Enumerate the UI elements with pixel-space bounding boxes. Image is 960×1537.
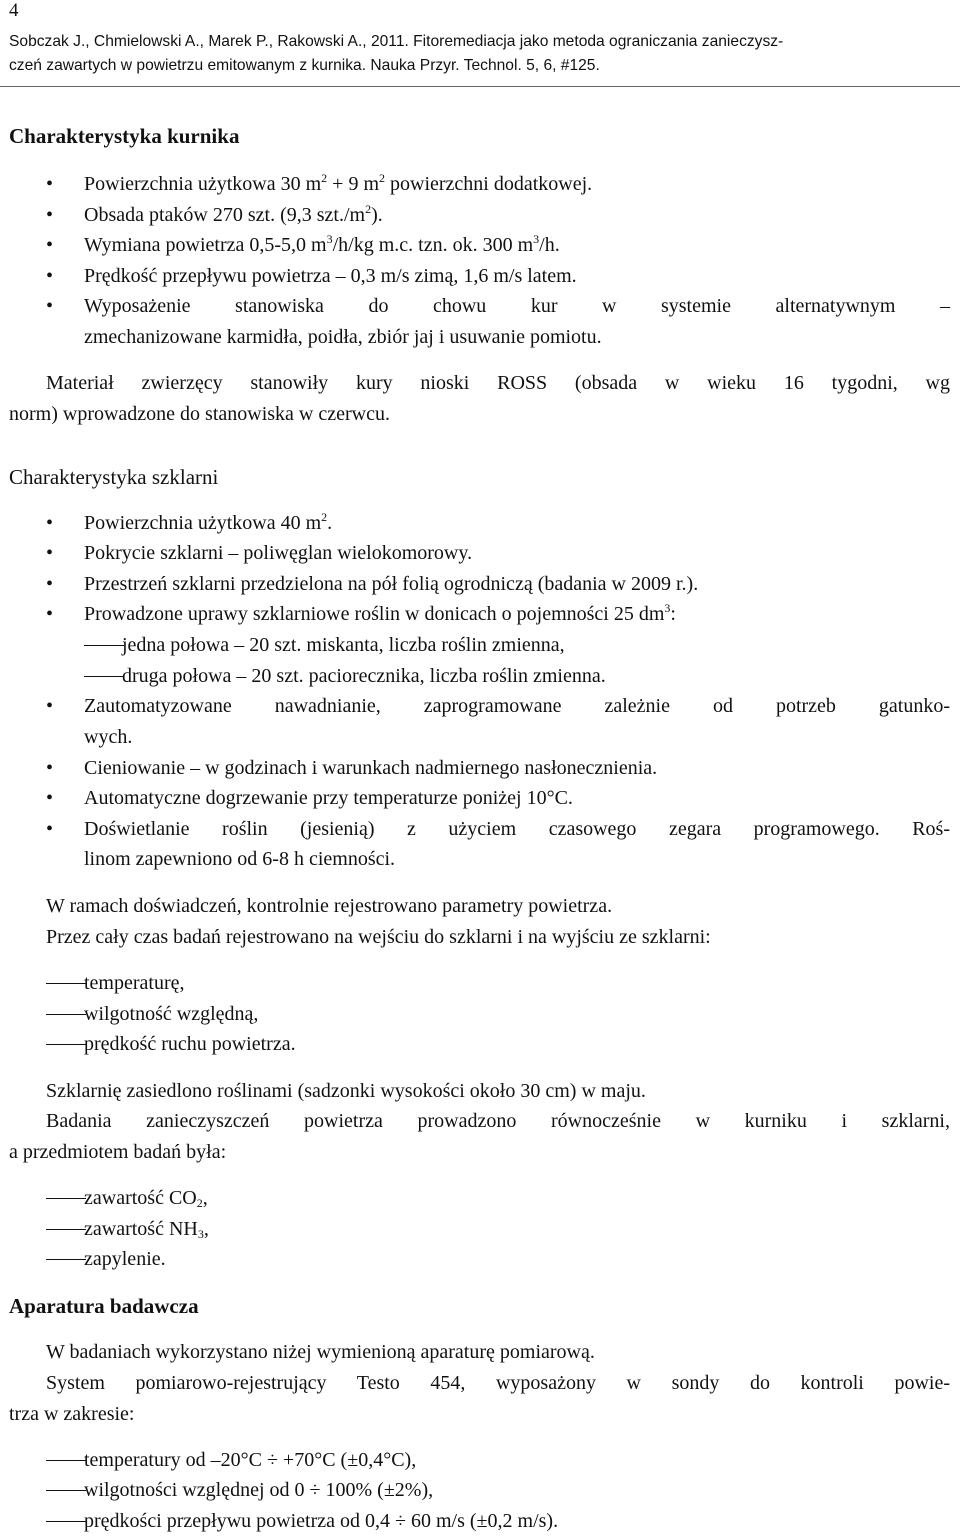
apparatus-line-3: trza w zakresie: xyxy=(9,1403,135,1425)
kurnik-item-4: Prędkość przepływu powietrza – 0,3 m/s zimą, 1,6 m/s latem. xyxy=(84,265,577,287)
header-rule xyxy=(0,86,960,87)
dash-icon xyxy=(46,983,86,984)
bullet-icon: • xyxy=(46,234,54,256)
dash-icon xyxy=(46,1490,86,1491)
heading-kurnik: Charakterystyka kurnika xyxy=(9,124,240,148)
bullet-icon: • xyxy=(46,173,54,195)
szklarnia-item-3: Przestrzeń szklarni przedzielona na pół folią ogrodniczą (badania w 2009 r.). xyxy=(84,573,699,595)
apparatus-item-1: temperatury od –20°C ÷ +70°C (±0,4°C), xyxy=(84,1449,417,1471)
kurnik-item-5-line-1: Wyposażenie stanowiska do chowu kur w systemie alternatywnym – xyxy=(84,295,950,317)
pollutant-dust: zapylenie. xyxy=(84,1248,166,1270)
heading-szklarnia: Charakterystyka szklarni xyxy=(9,465,219,489)
bullet-icon: • xyxy=(46,265,54,287)
apparatus-item-3: prędkości przepływu powietrza od 0,4 ÷ 60 m/s (±0,2 m/s). xyxy=(84,1510,559,1532)
kurnik-item-2: Obsada ptaków 270 szt. (9,3 $szt./m^2$). xyxy=(84,202,383,226)
pollutant-nh3: zawartość $NH_3$, xyxy=(84,1218,209,1241)
apparatus-line-2: System pomiarowo-rejestrujący Testo 454, wyposażony w sondy do kontroli powie- xyxy=(46,1372,950,1394)
apparatus-item-2: wilgotności względnej od 0 ÷ 100% (±2%), xyxy=(84,1479,434,1501)
kurnik-paragraph-line-2: norm) wprowadzone do stanowiska w czerwcu. xyxy=(9,403,390,425)
bullet-icon: • xyxy=(46,295,54,317)
parameters-line-1: W ramach doświadczeń, kontrolnie rejestrowano parametry powietrza. xyxy=(46,895,613,917)
kurnik-item-3: Wymiana powietrza 0,5-5,0 $m^3/h/kg$ m.c. tzn. ok. 300 $m^3/h$. xyxy=(84,232,560,256)
bullet-icon: • xyxy=(46,787,54,809)
planting-line-1: Szklarnię zasiedlono roślinami (sadzonki wysokości około 30 cm) w maju. xyxy=(46,1080,646,1102)
szklarnia-item-4: Prowadzone uprawy szklarniowe roślin w donicach o pojemności 25 $dm^3$: xyxy=(84,601,676,625)
parameters-item-2: wilgotność względną, xyxy=(84,1003,259,1025)
szklarnia-item-5-line-2: wych. xyxy=(84,726,133,748)
kurnik-paragraph-line-1: Materiał zwierzęcy stanowiły kury nioski ROSS (obsada w wieku 16 tygodni, wg xyxy=(46,372,950,394)
dash-icon xyxy=(46,1014,86,1015)
bullet-icon: • xyxy=(46,512,54,534)
bullet-icon: • xyxy=(46,204,54,226)
szklarnia-item-5-line-1: Zautomatyzowane nawadnianie, zaprogramowane zależnie od potrzeb gatunko- xyxy=(84,695,950,717)
dash-icon xyxy=(46,1044,86,1045)
szklarnia-item-2: Pokrycie szklarni – poliwęglan wielokomorowy. xyxy=(84,542,473,564)
szklarnia-item-8-line-2: linom zapewniono od 6-8 h ciemności. xyxy=(84,848,396,870)
bullet-icon: • xyxy=(46,757,54,779)
dash-icon xyxy=(46,1229,86,1230)
dash-icon xyxy=(46,1460,86,1461)
bullet-icon: • xyxy=(46,603,54,625)
heading-apparatus: Aparatura badawcza xyxy=(9,1294,199,1318)
citation-line-1: Sobczak J., Chmielowski A., Marek P., Rakowski A., 2011. Fitoremediacja jako metoda ograniczania zanieczysz- xyxy=(9,33,784,50)
szklarnia-item-7: Automatyczne dogrzewanie przy temperaturze poniżej 10°C. xyxy=(84,787,573,809)
pollutant-co2: zawartość $CO_2$, xyxy=(84,1187,208,1210)
szklarnia-item-6: Cieniowanie – w godzinach i warunkach nadmiernego nasłonecznienia. xyxy=(84,757,658,779)
bullet-icon: • xyxy=(46,695,54,717)
szklarnia-item-1: Powierzchnia użytkowa 40 $m^2$. xyxy=(84,510,333,534)
szklarnia-subitem-1: jedna połowa – 20 szt. miskanta, liczba roślin zmienna, xyxy=(122,634,565,656)
apparatus-line-1: W badaniach wykorzystano niżej wymienioną aparaturę pomiarową. xyxy=(46,1341,595,1363)
running-header xyxy=(9,30,951,78)
citation-line-2: czeń zawartych w powietrzu emitowanym z kurnika. Nauka Przyr. Technol. 5, 6, #125. xyxy=(9,57,600,74)
dash-icon xyxy=(84,676,124,677)
szklarnia-subitem-2: druga połowa – 20 szt. paciorecznika, liczba roślin zmienna. xyxy=(122,665,606,687)
bullet-icon: • xyxy=(46,818,54,840)
bullet-icon: • xyxy=(46,573,54,595)
planting-line-3: a przedmiotem badań była: xyxy=(9,1141,227,1163)
kurnik-item-1: Powierzchnia użytkowa 30 $m^2 + 9$ $m^2$ powierzchni dodatkowej. xyxy=(84,171,593,195)
dash-icon xyxy=(46,1521,86,1522)
parameters-item-1: temperaturę, xyxy=(84,972,185,994)
parameters-item-3: prędkość ruchu powietrza. xyxy=(84,1033,296,1055)
dash-icon xyxy=(46,1198,86,1199)
szklarnia-item-8-line-1: Doświetlanie roślin (jesienią) z użyciem czasowego zegara programowego. Roś- xyxy=(84,818,950,840)
bullet-icon: • xyxy=(46,542,54,564)
planting-line-2: Badania zanieczyszczeń powietrza prowadzono równocześnie w kurniku i szklarni, xyxy=(46,1110,950,1132)
page-number: 4 xyxy=(9,0,19,21)
dash-icon xyxy=(84,645,124,646)
kurnik-item-5-line-2: zmechanizowane karmidła, poidła, zbiór jaj i usuwanie pomiotu. xyxy=(84,326,602,348)
parameters-line-2: Przez cały czas badań rejestrowano na wejściu do szklarni i na wyjściu ze szklarni: xyxy=(46,926,711,948)
dash-icon xyxy=(46,1259,86,1260)
